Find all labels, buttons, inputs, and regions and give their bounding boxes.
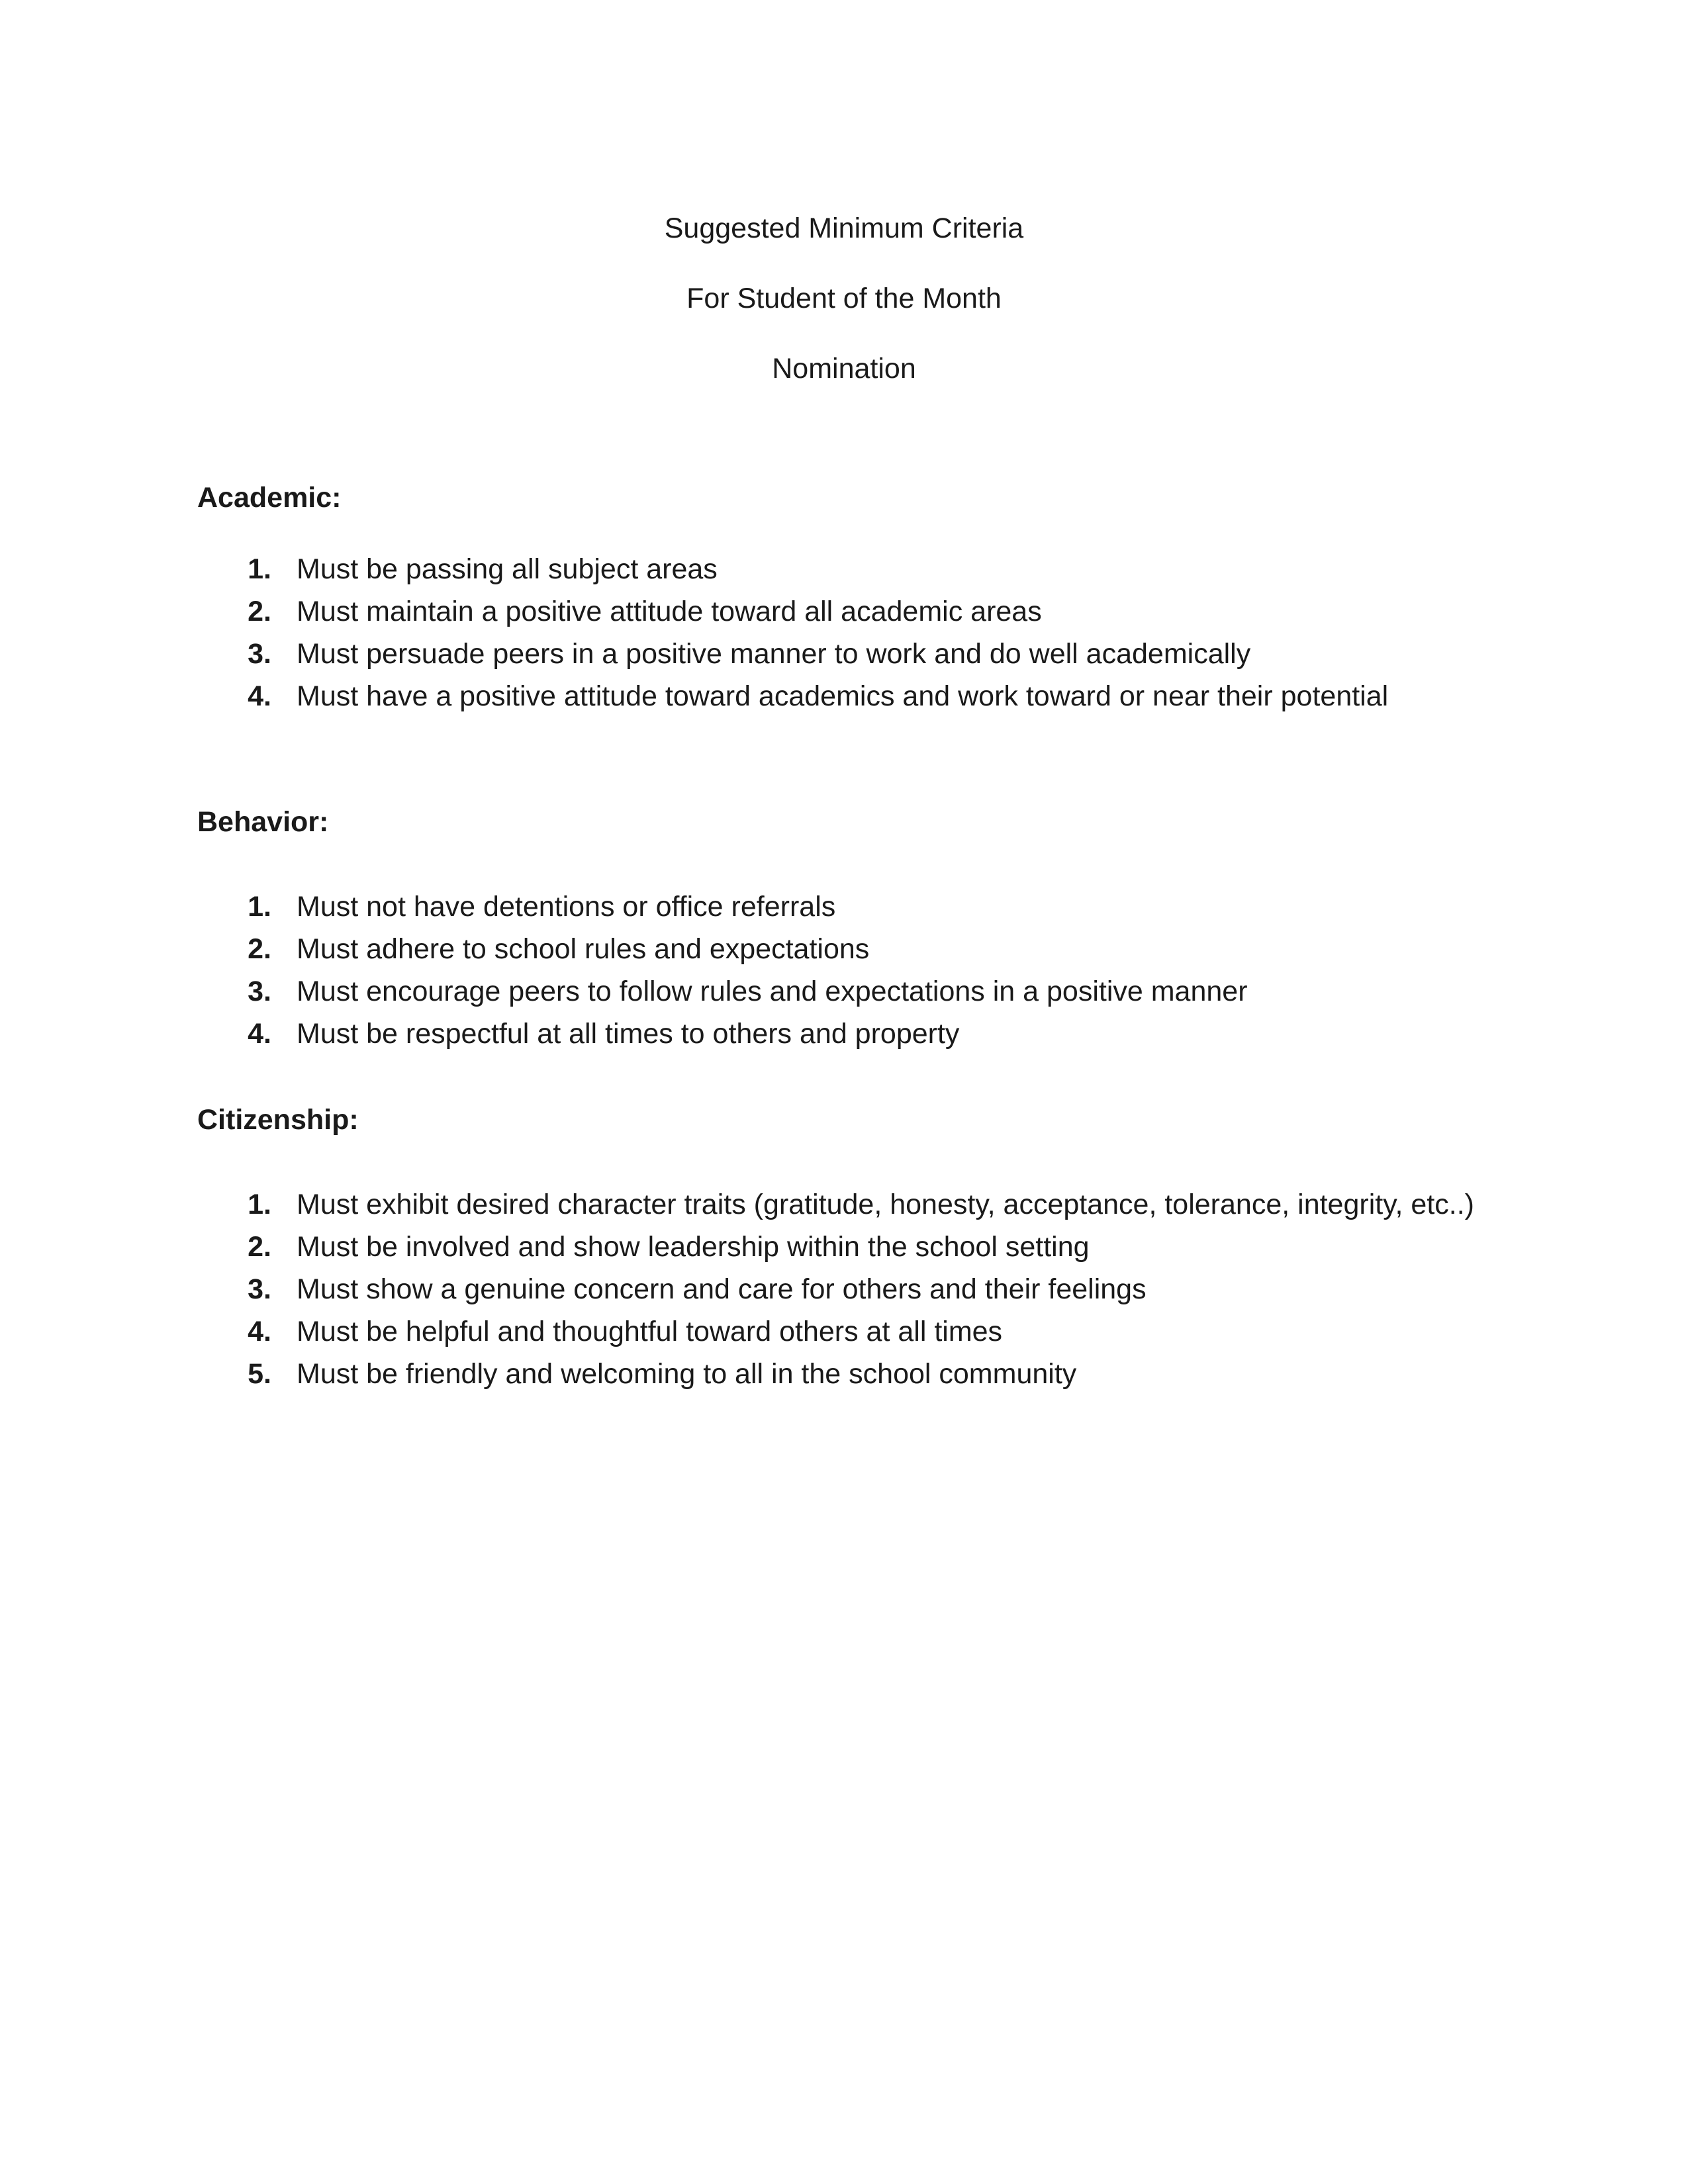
item-text: Must encourage peers to follow rules and expectations in a positive manner xyxy=(297,976,1248,1007)
item-number: 3. xyxy=(248,638,271,670)
list-item xyxy=(197,970,1521,1013)
list-item xyxy=(197,675,1521,717)
title-line-3: Nomination xyxy=(772,353,916,385)
item-number: 1. xyxy=(248,1189,271,1220)
item-number: 3. xyxy=(248,976,271,1007)
title-line-2: For Student of the Month xyxy=(686,283,1002,314)
item-number: 4. xyxy=(248,1018,271,1050)
item-text: Must have a positive attitude toward academics and work toward or near their potential xyxy=(297,680,1389,712)
list-item xyxy=(197,548,1521,590)
item-number: 2. xyxy=(248,596,271,627)
item-text: Must persuade peers in a positive manner to work and do well academically xyxy=(297,638,1251,670)
section-academic xyxy=(197,477,1521,717)
item-number: 5. xyxy=(248,1358,271,1390)
list-item xyxy=(197,928,1521,970)
item-text: Must be friendly and welcoming to all in the school community xyxy=(297,1358,1077,1390)
item-text: Must be respectful at all times to others and property xyxy=(297,1018,960,1050)
item-number: 1. xyxy=(248,553,271,585)
list-item xyxy=(197,1268,1521,1310)
criteria-list-citizenship xyxy=(197,1183,1521,1395)
section-citizenship xyxy=(197,1099,1521,1395)
list-item xyxy=(197,1353,1521,1395)
item-text: Must be involved and show leadership within the school setting xyxy=(297,1231,1090,1263)
item-number: 4. xyxy=(248,680,271,712)
section-heading-behavior: Behavior: xyxy=(197,806,329,838)
list-item xyxy=(197,590,1521,633)
list-item xyxy=(197,1013,1521,1055)
list-item xyxy=(197,1183,1521,1226)
list-item xyxy=(197,886,1521,928)
item-number: 3. xyxy=(248,1273,271,1305)
list-item xyxy=(197,1310,1521,1353)
title-line-1: Suggested Minimum Criteria xyxy=(664,212,1024,244)
list-item xyxy=(197,1226,1521,1268)
item-text: Must adhere to school rules and expectations xyxy=(297,933,870,965)
item-text: Must be helpful and thoughtful toward others at all times xyxy=(297,1316,1003,1347)
item-number: 2. xyxy=(248,933,271,965)
criteria-list-academic xyxy=(197,548,1521,717)
section-heading-citizenship: Citizenship: xyxy=(197,1104,359,1136)
document-title-block xyxy=(0,193,1688,404)
item-number: 4. xyxy=(248,1316,271,1347)
item-text: Must show a genuine concern and care for others and their feelings xyxy=(297,1273,1147,1305)
item-number: 2. xyxy=(248,1231,271,1263)
section-behavior xyxy=(197,801,1521,1055)
item-text: Must exhibit desired character traits (gratitude, honesty, acceptance, tolerance, integrity, etc..) xyxy=(297,1189,1474,1220)
item-text: Must be passing all subject areas xyxy=(297,553,718,585)
section-heading-academic: Academic: xyxy=(197,482,342,514)
list-item xyxy=(197,633,1521,675)
item-text: Must not have detentions or office referrals xyxy=(297,891,836,923)
criteria-list-behavior xyxy=(197,886,1521,1055)
item-number: 1. xyxy=(248,891,271,923)
item-text: Must maintain a positive attitude toward all academic areas xyxy=(297,596,1042,627)
